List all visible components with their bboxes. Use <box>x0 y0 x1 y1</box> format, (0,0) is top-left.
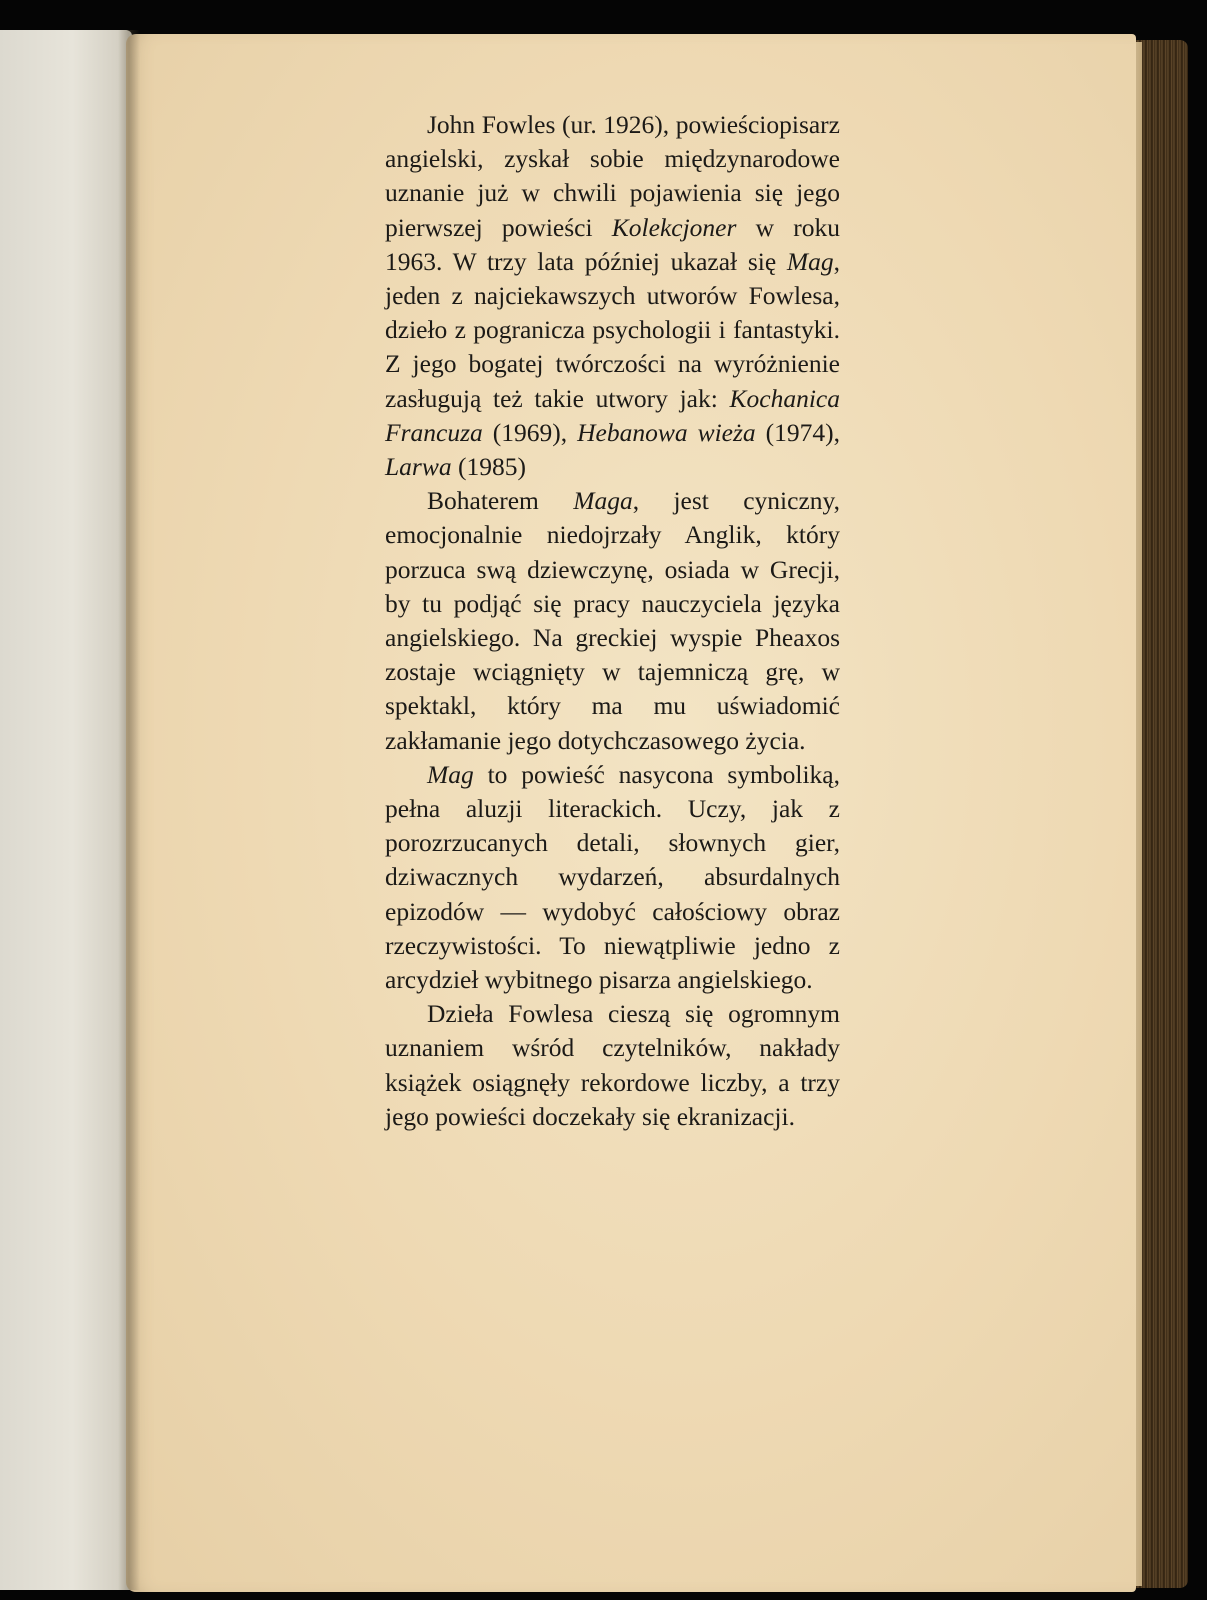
left-page <box>0 30 132 1590</box>
title-mag-2: Mag <box>427 759 474 789</box>
title-hebanowa-wieza: Hebanowa wieża <box>577 417 756 447</box>
title-larwa: Larwa <box>385 452 452 482</box>
paragraph-author-intro: John Fowles (ur. 1926), powieściopisarz angielski, zyskał sobie międzynarodowe uznanie już w chwili pojawienia się jego pierwszej powieści Kolekcjoner w roku 1963. W trzy lata później ukazał się Mag, jeden z najciekawszych utworów Fowlesa, dzieło z pogranicza psychologii i fantastyki. Z jego bogatej twórczości na wyróżnienie zasługują też takie utwory jak: Kochanica Francuza (1969), Hebanowa wieża (1974), Larwa (1985) <box>385 110 841 482</box>
title-kolekcjoner: Kolekcjoner <box>611 212 737 242</box>
book-text <box>385 108 840 1134</box>
title-kochanica-francuza: Kochanica Francuza <box>385 383 840 447</box>
title-mag: Mag <box>786 246 834 276</box>
paragraph-reception: Dzieła Fowlesa cieszą się ogromnym uznaniem wśród czytelników, nakłady książek osiągnęły rekordowe liczby, a trzy jego powieści doczekały się ekranizacji. <box>385 999 840 1131</box>
paragraph-hero: Bohaterem Maga, jest cyniczny, emocjonalnie niedojrzały Anglik, który porzuca swą dziewczynę, osiada w Grecji, by tu podjąć się pracy nauczyciela języka angielskiego. Na greckiej wyspie Pheaxos zostaje wciągnięty w tajemniczą grę, w spektakl, który ma mu uświadomić zakłamanie jego dotychczasowego życia. <box>385 486 840 755</box>
title-maga: Maga <box>573 486 633 516</box>
paragraph-symbolism: Mag to powieść nasycona symboliką, pełna aluzji literackich. Uczy, jak z porozrzucanych detali, słownych gier, dziwacznych wydarzeń, absurdalnych epizodów — wydobyć całościowy obraz rzeczywistości. To niewątpliwie jedno z arcydzieł wybitnego pisarza angielskiego. <box>385 759 840 995</box>
book-gutter <box>118 30 140 1590</box>
